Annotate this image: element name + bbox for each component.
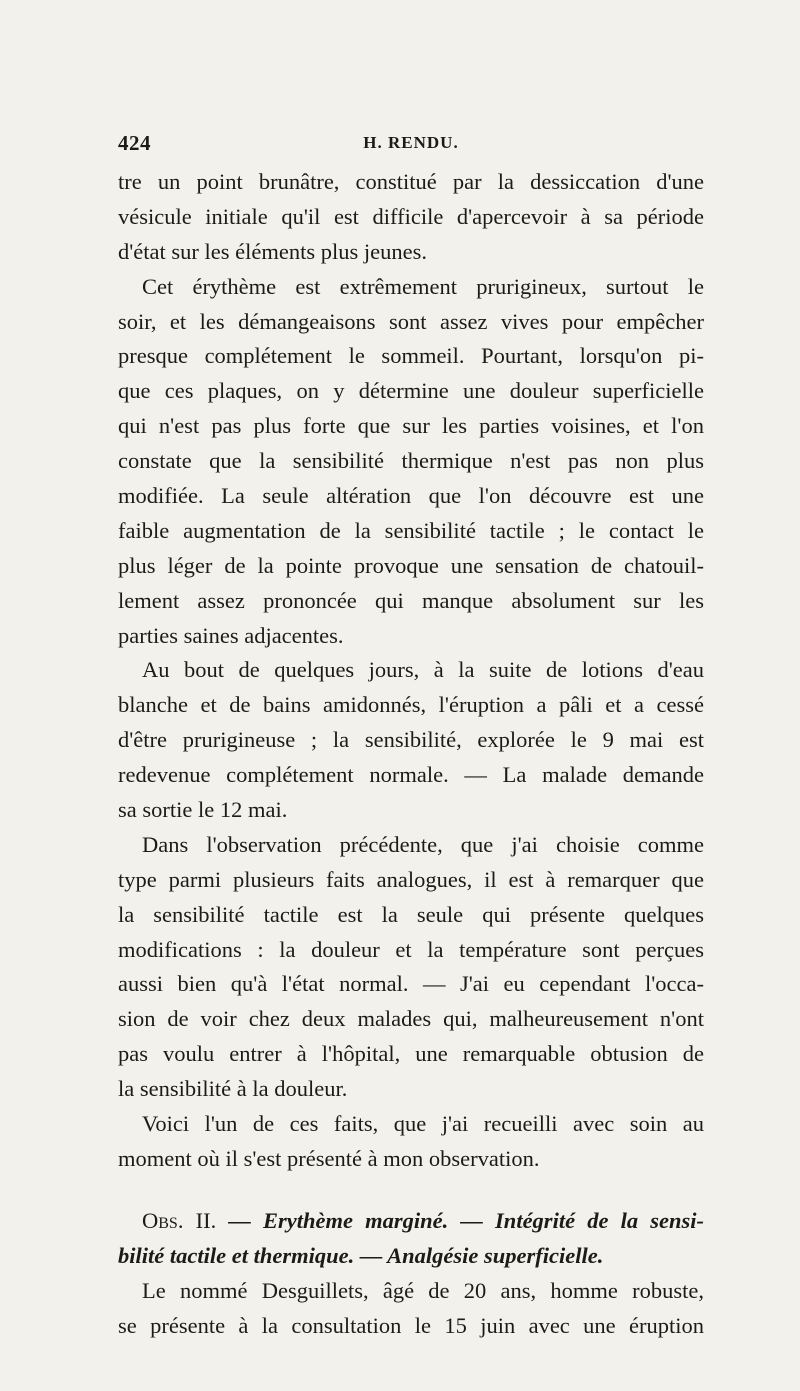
page-header (118, 131, 704, 161)
text-line: blanche et de bains amidonnés, l'éruption a pâli et a cessé (118, 692, 704, 718)
text-line: type parmi plusieurs faits analogues, il est à remarquer que (118, 866, 704, 892)
text-line: constate que la sensibilité thermique n'est pas non plus (118, 448, 704, 474)
text-line: moment où il s'est présenté à mon observation. (118, 1145, 540, 1171)
text-line: la sensibilité tactile est la seule qui présente quelques (118, 901, 704, 927)
observation-title-line: bilité tactile et thermique. — Analgésie superficielle. (118, 1242, 604, 1268)
text-line: Au bout de quelques jours, à la suite de lotions d'eau (142, 657, 704, 683)
paragraph (118, 270, 704, 654)
text-line: Cet érythème est extrêmement prurigineux, surtout le (142, 273, 704, 299)
observation-title-line (118, 1204, 704, 1239)
text-line: Dans l'observation précédente, que j'ai choisie comme (142, 831, 704, 857)
running-head: H. RENDU. (363, 133, 459, 152)
paragraph (118, 1274, 704, 1344)
text-line: lement assez prononcée qui manque absolument sur les (118, 587, 704, 613)
observation-heading (118, 1204, 704, 1274)
text-line: sion de voir chez deux malades qui, malheureusement n'ont (118, 1006, 704, 1032)
text-line: plus léger de la pointe provoque une sensation de chatouil- (118, 552, 704, 578)
text-line: faible augmentation de la sensibilité tactile ; le contact le (118, 517, 704, 543)
text-line: qui n'est pas plus forte que sur les parties voisines, et l'on (118, 413, 704, 439)
body-text (118, 165, 704, 1343)
text-line: sa sortie le 12 mai. (118, 797, 288, 823)
text-line: modifications : la douleur et la température sont perçues (118, 936, 704, 962)
text-line: pas voulu entrer à l'hôpital, une remarquable obtusion de (118, 1041, 704, 1067)
paragraph (118, 828, 704, 1107)
text-line: presque complétement le sommeil. Pourtant, lorsqu'on pi- (118, 343, 704, 369)
observation-title-text: — Erythème marginé. — Intégrité de la sensi- (216, 1207, 704, 1233)
text-line: que ces plaques, on y détermine une douleur superficielle (118, 378, 704, 404)
text-line: la sensibilité à la douleur. (118, 1076, 348, 1102)
text-line: aussi bien qu'à l'état normal. — J'ai eu cependant l'occa- (118, 971, 704, 997)
text-line: modifiée. La seule altération que l'on découvre est une (118, 483, 704, 509)
text-line: tre un point brunâtre, constitué par la dessiccation d'une (118, 169, 704, 194)
text-line: vésicule initiale qu'il est difficile d'apercevoir à sa période (118, 203, 704, 229)
section-spacer (118, 1177, 704, 1204)
paragraph (118, 1107, 704, 1177)
paragraph (118, 165, 704, 270)
text-line: Voici l'un de ces faits, que j'ai recueilli avec soin au (142, 1111, 704, 1137)
text-line: d'être prurigineuse ; la sensibilité, explorée le 9 mai est (118, 727, 704, 753)
text-line: redevenue complétement normale. — La malade demande (118, 762, 704, 788)
text-line: Le nommé Desguillets, âgé de 20 ans, homme robuste, (142, 1277, 704, 1303)
text-line: se présente à la consultation le 15 juin avec une éruption (118, 1312, 704, 1338)
text-line: soir, et les démangeaisons sont assez vives pour empêcher (118, 308, 704, 334)
observation-label: Obs. II. (142, 1207, 217, 1233)
page-number: 424 (118, 131, 151, 155)
text-line: parties saines adjacentes. (118, 622, 344, 648)
text-line: d'état sur les éléments plus jeunes. (118, 238, 427, 264)
paragraph (118, 653, 704, 827)
